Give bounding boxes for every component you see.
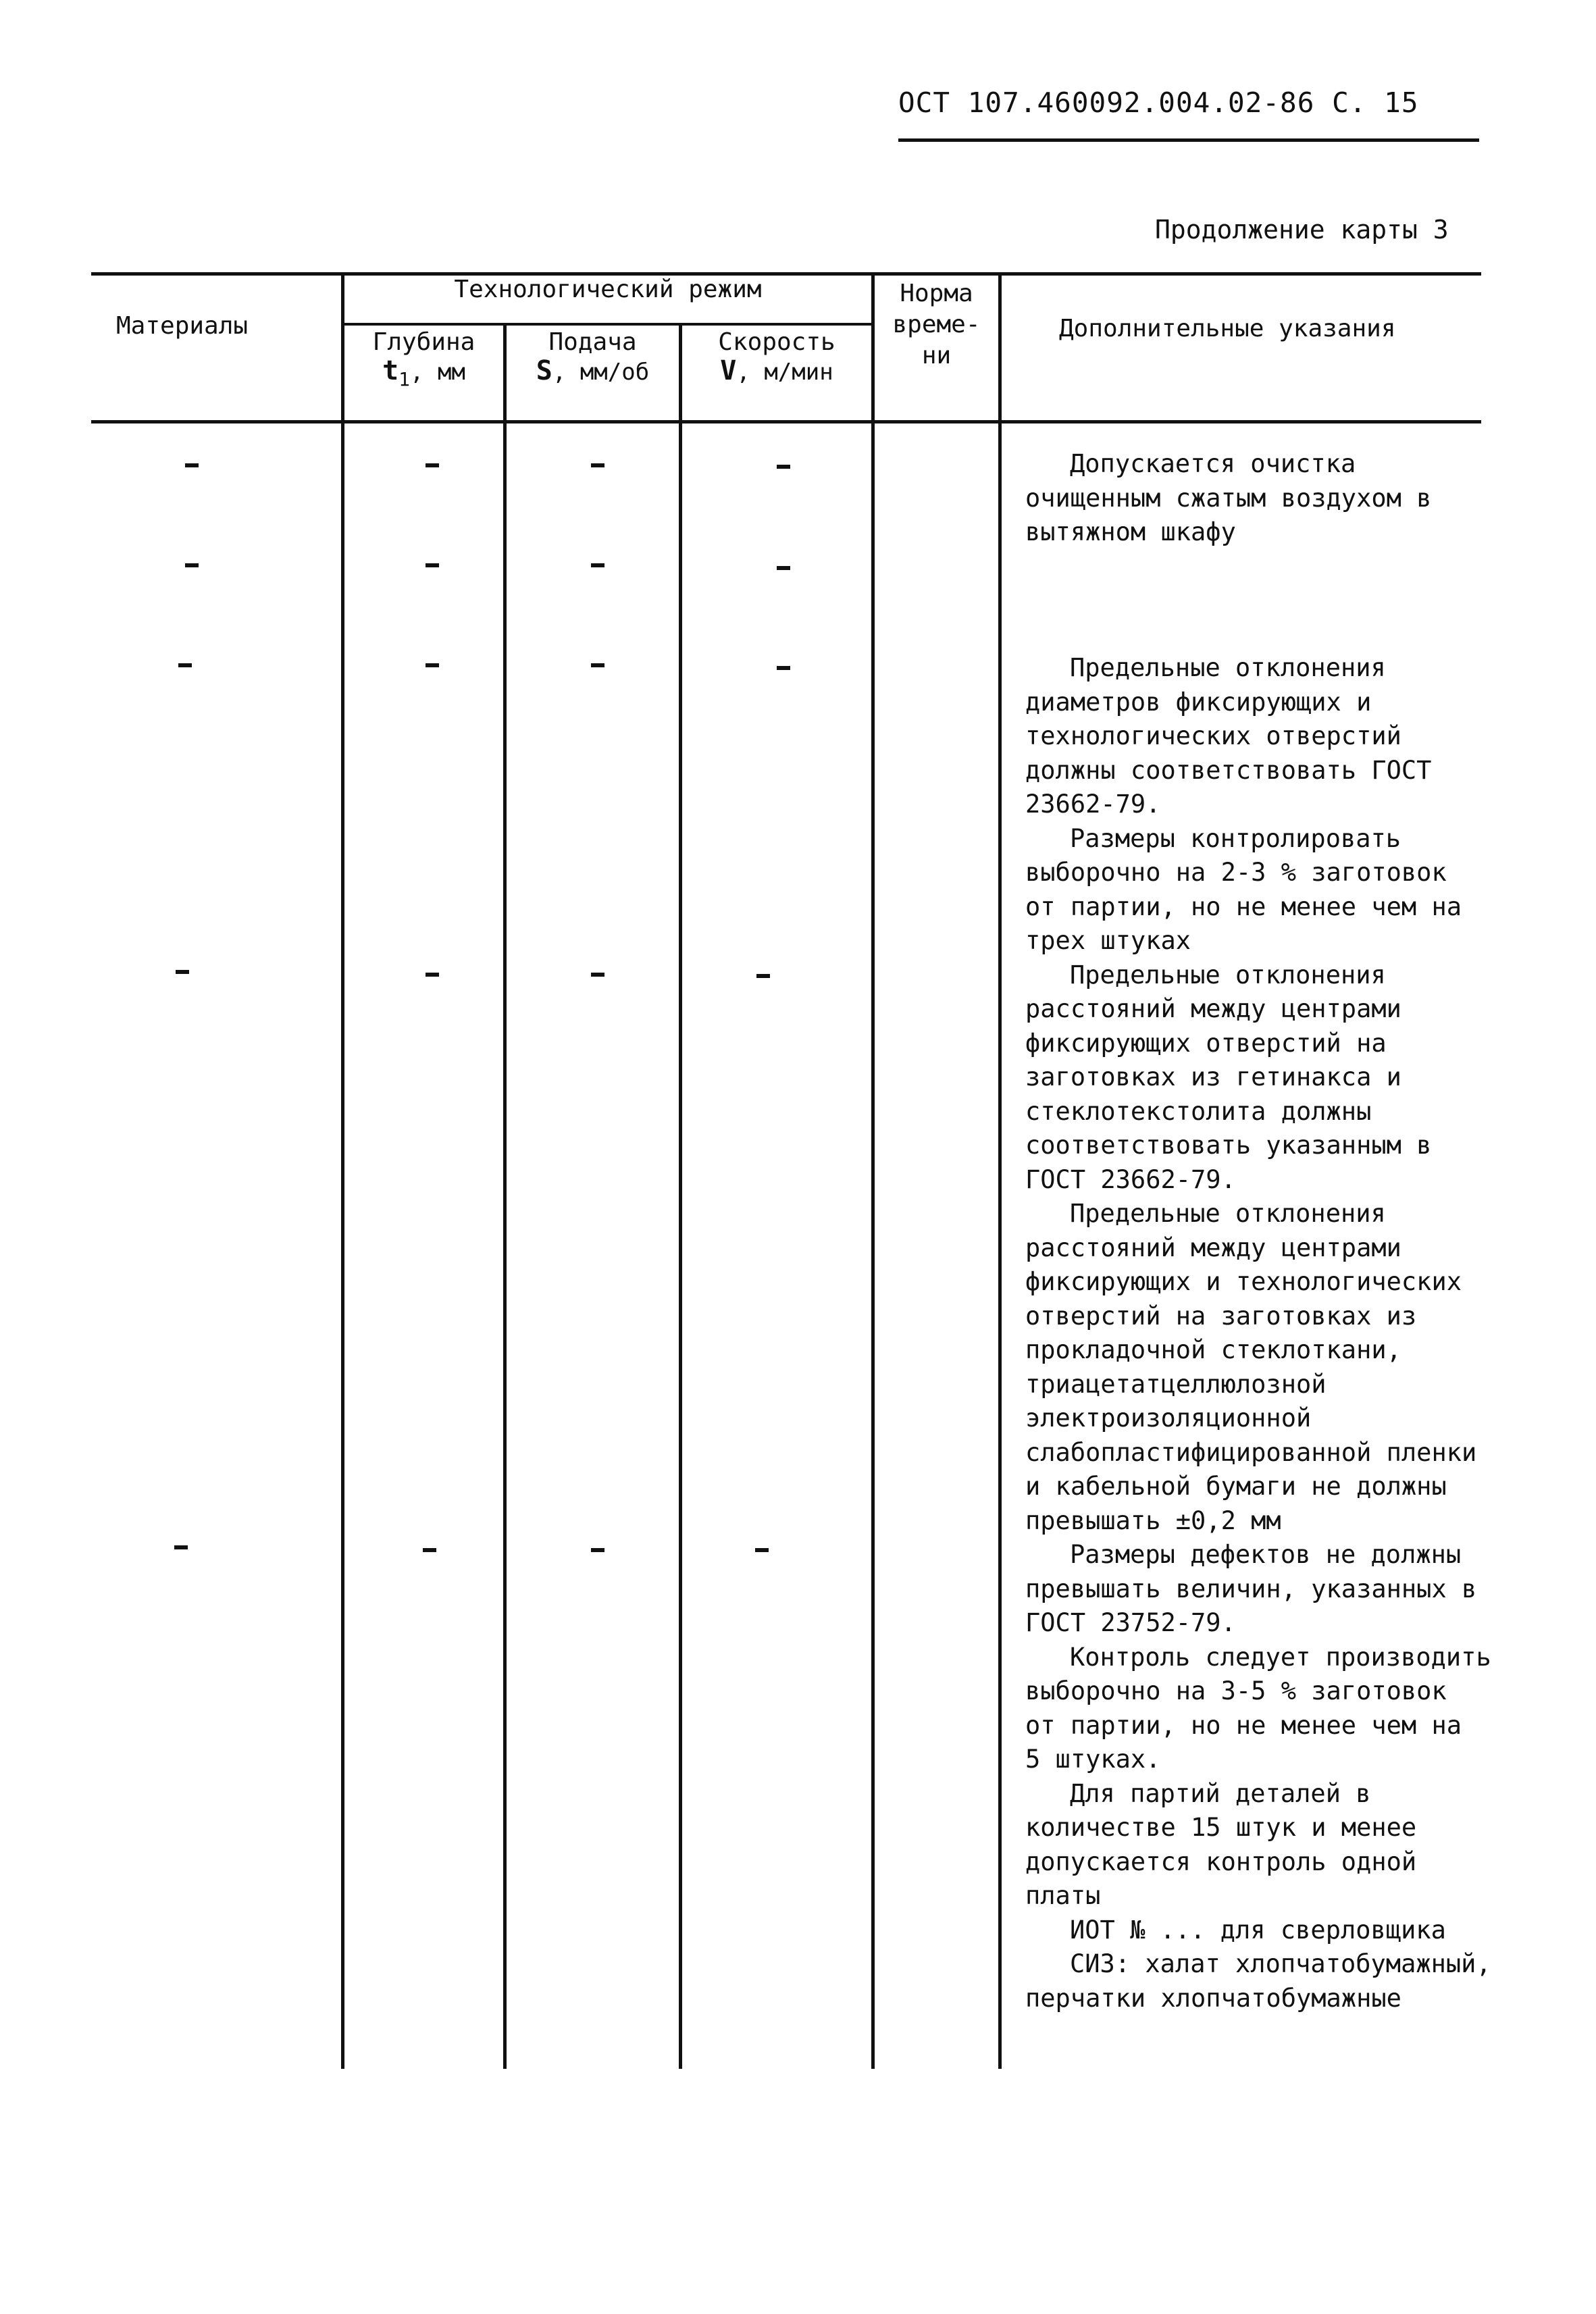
notes-block-1 bbox=[1025, 447, 1491, 550]
note-text: Размеры дефектов не должны превышать величин, указанных в ГОСТ 23752-79. bbox=[1025, 1540, 1477, 1637]
note-text: Контроль следует производить выборочно на 3-5 % заготовок от партии, но не менее чем на 5 штуках. bbox=[1025, 1642, 1491, 1774]
document-id: ОСТ 107.460092.004.02-86 С. 15 bbox=[898, 86, 1419, 119]
dash-r2-feed bbox=[591, 563, 604, 567]
header-depth-unit: $t_1$, мм bbox=[382, 355, 465, 390]
note-text: ИОТ № ... для сверловщика bbox=[1070, 1915, 1446, 1945]
header-rule bbox=[898, 138, 1479, 142]
header-depth bbox=[344, 328, 503, 394]
header-materials: Материалы bbox=[116, 312, 249, 340]
note-text: СИЗ: халат хлопчатобумажный, перчатки хлопчатобумажные bbox=[1025, 1949, 1491, 2013]
dash-r5-depth bbox=[423, 1548, 436, 1552]
col-divider-5 bbox=[998, 272, 1002, 2069]
header-feed-unit: S, мм/об bbox=[536, 355, 650, 386]
note-text: Предельные отклонения диаметров фиксирующих и технологических отверстий должны соответствовать ГОСТ 23662-79. bbox=[1025, 653, 1432, 819]
dash-r5-materials bbox=[174, 1545, 188, 1549]
dash-r4-depth bbox=[426, 973, 439, 977]
dash-r4-feed bbox=[591, 973, 604, 977]
col-divider-3 bbox=[679, 323, 682, 2069]
header-feed-label: Подача bbox=[548, 328, 637, 356]
note-text: Для партий деталей в количестве 15 штук и менее допускается контроль одной платы bbox=[1025, 1778, 1417, 1910]
dash-r4-speed bbox=[756, 974, 770, 978]
header-bottom-rule bbox=[91, 420, 1481, 423]
header-speed-label: Скорость bbox=[718, 328, 835, 356]
header-time-norm: Норма време- ни bbox=[892, 280, 981, 369]
dash-r1-speed bbox=[777, 465, 790, 469]
col-divider-4 bbox=[871, 272, 875, 2069]
header-feed bbox=[507, 328, 679, 386]
dash-r2-speed bbox=[777, 566, 790, 570]
dash-r3-materials bbox=[178, 663, 192, 667]
note-text: Допускается очистка очищенным сжатым воздухом в вытяжном шкафу bbox=[1025, 449, 1432, 546]
dash-r2-depth bbox=[426, 563, 439, 567]
header-notes: Дополнительные указания bbox=[1059, 315, 1396, 342]
dash-r1-feed bbox=[591, 463, 604, 467]
header-speed bbox=[682, 328, 871, 386]
note-text: Размеры контролировать выборочно на 2-3 % заготовок от партии, но не менее чем на трех штуках bbox=[1025, 823, 1462, 955]
notes-block-2 bbox=[1025, 651, 1491, 2015]
header-tech-mode: Технологический режим bbox=[454, 276, 762, 303]
header-speed-unit: V, м/мин bbox=[720, 355, 833, 386]
dash-r3-speed bbox=[777, 666, 790, 670]
dash-r2-materials bbox=[185, 563, 199, 567]
col-divider-2 bbox=[503, 323, 507, 2069]
note-text: Предельные отклонения расстояний между центрами фиксирующих и технологических отверстий на заготовках из прокладочной стеклоткани, триацетатцеллюлозной электроизоляционной слабопластифицированной пленки и кабельной бумаги не должны превышать ±0,2 мм bbox=[1025, 1199, 1477, 1535]
dash-r1-depth bbox=[426, 463, 439, 467]
dash-r5-speed bbox=[755, 1548, 769, 1552]
header-depth-label: Глубина bbox=[372, 328, 475, 356]
col-divider-1 bbox=[341, 272, 344, 2069]
dash-r3-depth bbox=[426, 663, 439, 667]
dash-r5-feed bbox=[591, 1548, 604, 1552]
continuation-label: Продолжение карты 3 bbox=[1155, 215, 1449, 245]
subheader-rule bbox=[344, 323, 871, 326]
note-text: Предельные отклонения расстояний между центрами фиксирующих отверстий на заготовках из гетинакса и стеклотекстолита должны соответствовать указанным в ГОСТ 23662-79. bbox=[1025, 960, 1432, 1194]
dash-r1-materials bbox=[185, 463, 199, 467]
dash-r4-materials bbox=[176, 970, 189, 974]
dash-r3-feed bbox=[591, 663, 604, 667]
